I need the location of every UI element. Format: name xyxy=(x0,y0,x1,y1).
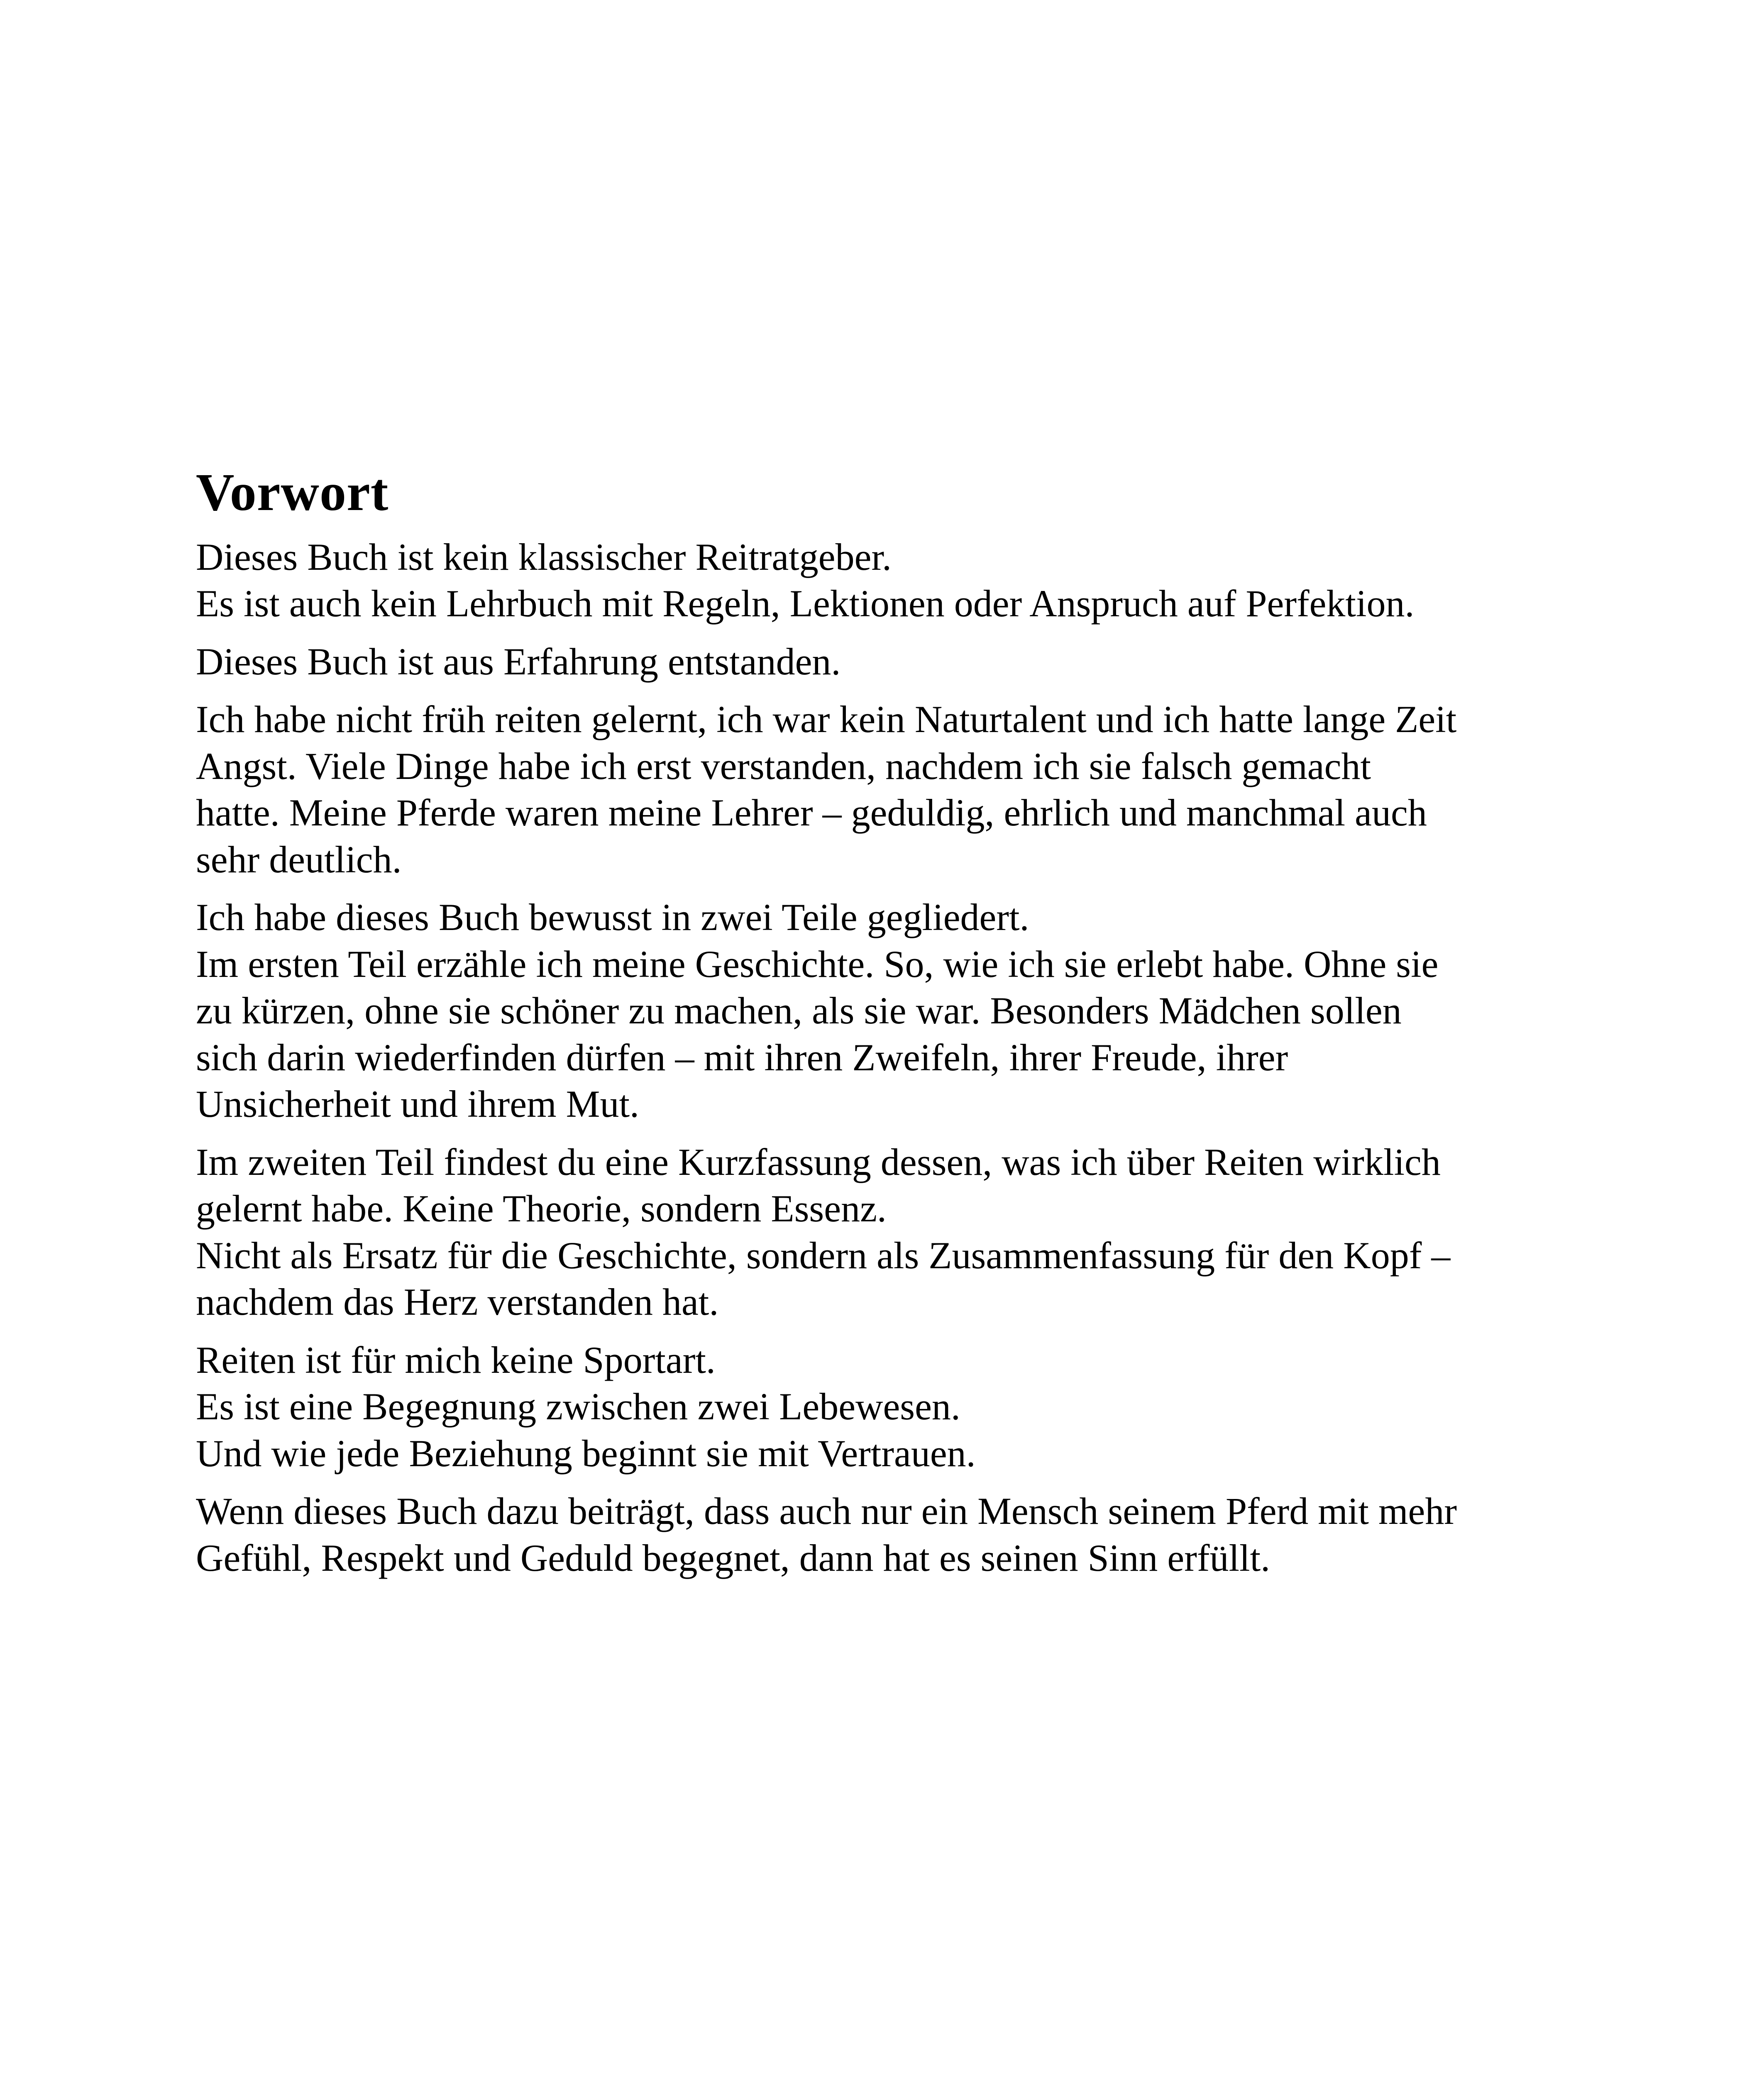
text-line: Dieses Buch ist kein klassischer Reitratgeber. xyxy=(196,535,892,578)
text-line: hatte. Meine Pferde waren meine Lehrer – geduldig, ehrlich und manchmal auch xyxy=(196,791,1427,834)
text-line: Unsicherheit und ihrem Mut. xyxy=(196,1083,640,1125)
paragraph-2 xyxy=(196,638,1599,685)
text-line: nachdem das Herz verstanden hat. xyxy=(196,1281,719,1323)
text-line: zu kürzen, ohne sie schöner zu machen, als sie war. Besonders Mädchen sollen xyxy=(196,989,1402,1032)
page-content xyxy=(196,461,1599,1592)
text-line: Wenn dieses Buch dazu beiträgt, dass auch nur ein Mensch seinem Pferd mit mehr xyxy=(196,1490,1457,1533)
text-line: Im ersten Teil erzähle ich meine Geschichte. So, wie ich sie erlebt habe. Ohne sie xyxy=(196,942,1439,985)
text-line: Angst. Viele Dinge habe ich erst verstanden, nachdem ich sie falsch gemacht xyxy=(196,745,1371,787)
text-line: Reiten ist für mich keine Sportart. xyxy=(196,1338,716,1381)
text-line: sehr deutlich. xyxy=(196,838,402,881)
paragraph-1 xyxy=(196,534,1599,627)
paragraph-6 xyxy=(196,1337,1599,1477)
text-line: Es ist eine Begegnung zwischen zwei Lebewesen. xyxy=(196,1385,960,1428)
paragraph-7 xyxy=(196,1488,1599,1581)
page-title: Vorwort xyxy=(196,463,389,522)
text-line: sich darin wiederfinden dürfen – mit ihren Zweifeln, ihrer Freude, ihrer xyxy=(196,1036,1288,1079)
text-line: Es ist auch kein Lehrbuch mit Regeln, Lektionen oder Anspruch auf Perfektion. xyxy=(196,582,1415,625)
text-line: Dieses Buch ist aus Erfahrung entstanden. xyxy=(196,640,841,683)
text-line: gelernt habe. Keine Theorie, sondern Essenz. xyxy=(196,1187,887,1230)
text-line: Ich habe nicht früh reiten gelernt, ich war kein Naturtalent und ich hatte lange Zeit xyxy=(196,698,1457,741)
text-line: Nicht als Ersatz für die Geschichte, sondern als Zusammenfassung für den Kopf – xyxy=(196,1234,1451,1277)
text-line: Und wie jede Beziehung beginnt sie mit Vertrauen. xyxy=(196,1432,976,1474)
text-line: Ich habe dieses Buch bewusst in zwei Teile gegliedert. xyxy=(196,896,1029,939)
text-line: Im zweiten Teil findest du eine Kurzfassung dessen, was ich über Reiten wirklich xyxy=(196,1140,1441,1183)
paragraph-5 xyxy=(196,1139,1599,1326)
text-line: Gefühl, Respekt und Geduld begegnet, dann hat es seinen Sinn erfüllt. xyxy=(196,1536,1270,1579)
paragraph-3 xyxy=(196,696,1599,883)
paragraph-4 xyxy=(196,894,1599,1128)
